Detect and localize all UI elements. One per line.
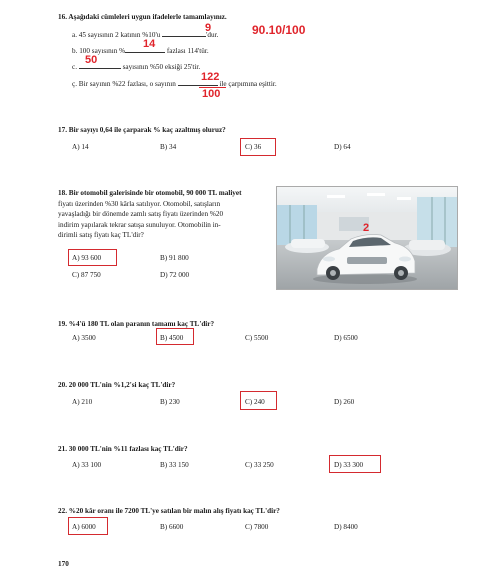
q21-option-c[interactable]: C) 33 250	[245, 461, 274, 469]
q20-option-d[interactable]: D) 260	[334, 398, 355, 406]
q16-c-text: c.	[72, 63, 77, 71]
q16-b-text: b. 100 sayısının %	[72, 47, 126, 55]
q16-c-handwritten-answer: 50	[85, 54, 98, 66]
q19-option-d[interactable]: D) 6500	[334, 334, 358, 342]
q16-a-blank[interactable]	[162, 29, 206, 37]
q22-option-a[interactable]: A) 6000	[72, 523, 96, 531]
q21-answer-box	[329, 455, 381, 473]
q20-stem: 20. 20 000 TL'nin %1,2'si kaç TL'dir?	[58, 381, 176, 389]
q18-option-b[interactable]: B) 91 800	[160, 254, 189, 262]
q16-d-suffix: ile çarpımına eşittir.	[219, 80, 277, 88]
q16-b-handwritten-answer: 14	[143, 38, 156, 50]
q21-option-d[interactable]: D) 33 300	[334, 461, 364, 469]
q21-stem: 21. 30 000 TL'nin %11 fazlası kaç TL'dir?	[58, 445, 188, 453]
q18-option-d[interactable]: D) 72 000	[160, 271, 190, 279]
q18-line-2: fiyatı üzerinden %30 kârla satılıyor. Otomobil, satışların	[58, 199, 221, 208]
q17-option-b[interactable]: B) 34	[160, 143, 177, 151]
q22-answer-box	[68, 517, 108, 535]
q18-answer-box	[68, 249, 117, 266]
q18-line-3: yavaşladığı bir dönemde zamlı satış fiyatı üzerinden %20	[58, 210, 224, 219]
q22-option-b[interactable]: B) 6600	[160, 523, 184, 531]
q17-option-a[interactable]: A) 14	[72, 143, 89, 151]
q18-option-c[interactable]: C) 87 750	[72, 271, 101, 279]
q21-option-b[interactable]: B) 33 150	[160, 461, 189, 469]
q18-line-1	[58, 188, 263, 199]
q22-option-c[interactable]: C) 7800	[245, 523, 269, 531]
q22-option-d[interactable]: D) 8400	[334, 523, 358, 531]
q16-d-text: ç. Bir sayının %22 fazlası, o sayının	[72, 80, 176, 88]
q17-answer-box	[240, 138, 276, 156]
q20-option-b[interactable]: B) 230	[160, 398, 180, 406]
q20-option-a[interactable]: A) 210	[72, 398, 93, 406]
q18-stem	[58, 188, 263, 241]
q16-stem: 16. Aşağıdaki cümleleri uygun ifadelerle tamamlayınız.	[58, 13, 227, 21]
car-showroom-illustration	[277, 187, 457, 289]
q22-stem: 22. %20 kâr oranı ile 7200 TL'ye satılan bir malın alış fiyatı kaç TL'dir?	[58, 507, 280, 515]
photo-red-mark: 2	[363, 222, 370, 234]
q18-line-5: dirimli satış fiyatı kaç TL'dir?	[58, 231, 144, 240]
q18-option-a[interactable]: A) 93 600	[72, 254, 102, 262]
q16-d-handwritten-numerator: 122	[201, 71, 220, 83]
q20-option-c[interactable]: C) 240	[245, 398, 265, 406]
q17-option-c[interactable]: C) 36	[245, 143, 262, 151]
q19-option-b[interactable]: B) 4500	[160, 334, 184, 342]
q19-answer-box	[156, 328, 194, 345]
q19-stem: 19. %4'ü 180 TL olan paranın tamamı kaç TL'dir?	[58, 320, 215, 328]
q16-a-handwritten-note: 90.10/100	[252, 23, 306, 37]
q16-a-handwritten-answer: 9	[205, 22, 212, 34]
q19-option-a[interactable]: A) 3500	[72, 334, 96, 342]
q16-c-suffix: sayısının %50 eksiği 25'tir.	[122, 63, 201, 71]
q18-line-4: indirim yapılarak tekrar satışa sunuluyor. Otomobilin in-	[58, 220, 221, 229]
q19-option-c[interactable]: C) 5500	[245, 334, 269, 342]
q17-option-d[interactable]: D) 64	[334, 143, 351, 151]
page-number: 170	[58, 560, 69, 568]
q21-option-a[interactable]: A) 33 100	[72, 461, 102, 469]
q17-stem: 17. Bir sayıyı 0,64 ile çarparak % kaç azaltmış oluruz?	[58, 126, 226, 134]
q16-a-suffix: 'dur.	[206, 31, 219, 39]
q16-d	[72, 78, 277, 88]
q20-answer-box	[240, 391, 277, 410]
q16-b-suffix: fazlası 114'tür.	[166, 47, 209, 55]
q18-line-1-text: 18. Bir otomobil galerisinde bir otomobil, 90 000 TL maliyet	[58, 189, 242, 197]
q16-a-text: a. 45 sayısının 2 katının %10'u	[72, 31, 161, 39]
car-showroom-photo	[276, 186, 458, 290]
q16-d-handwritten-denominator: 100	[202, 88, 221, 100]
